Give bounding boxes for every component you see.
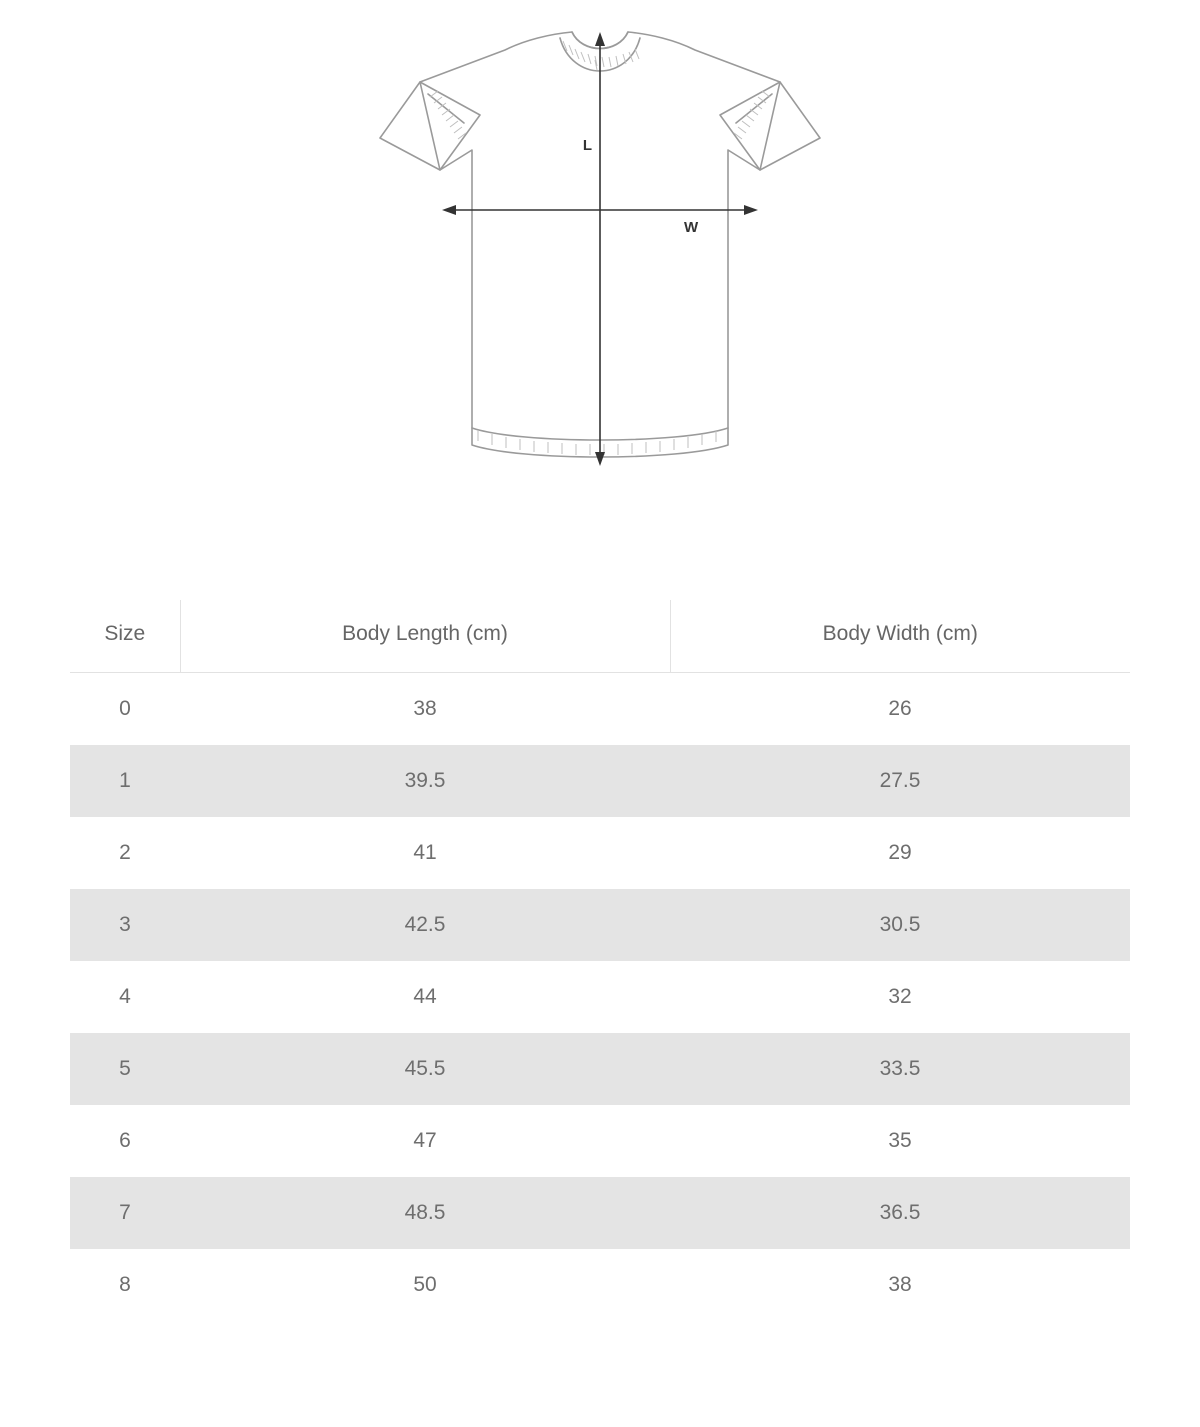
- table-header-row: [70, 600, 1130, 673]
- table-row: [70, 673, 1130, 746]
- length-label: L: [582, 137, 592, 154]
- cell-size: 4: [119, 985, 131, 1008]
- tshirt-diagram-container: [0, 0, 1200, 600]
- table-body: [70, 673, 1130, 1322]
- cell-body-length: 47: [413, 1129, 437, 1152]
- cell-size: 2: [119, 841, 131, 864]
- cell-body-width: 27.5: [670, 745, 1130, 817]
- cell-body-width: 36.5: [670, 1177, 1130, 1249]
- cell-body-width: 32: [888, 985, 912, 1008]
- cell-body-width: 35: [888, 1129, 912, 1152]
- cell-body-length: 38: [413, 697, 437, 720]
- width-label: W: [684, 219, 699, 236]
- table-row: [70, 1033, 1130, 1105]
- table-row: [70, 745, 1130, 817]
- cell-body-length: 42.5: [180, 889, 670, 961]
- table-row: [70, 1249, 1130, 1321]
- cell-body-width: 30.5: [670, 889, 1130, 961]
- cell-body-width: 29: [888, 841, 912, 864]
- table-row: [70, 889, 1130, 961]
- column-header-body-length: Body Length (cm): [180, 600, 670, 673]
- cell-body-width: 33.5: [670, 1033, 1130, 1105]
- cell-size: 6: [119, 1129, 131, 1152]
- cell-body-length: 44: [413, 985, 437, 1008]
- table-row: [70, 817, 1130, 889]
- cell-size: 0: [119, 697, 131, 720]
- table-row: [70, 961, 1130, 1033]
- left-sleeve-hem-inner: [428, 94, 464, 123]
- cell-size: 8: [119, 1273, 131, 1296]
- cell-body-length: 45.5: [180, 1033, 670, 1105]
- cell-size: 5: [70, 1033, 180, 1105]
- table-row: [70, 1177, 1130, 1249]
- table-header: [70, 600, 1130, 673]
- size-table: [70, 600, 1130, 1321]
- length-arrow: [595, 32, 605, 466]
- hem-ribbing: [478, 430, 716, 455]
- tshirt-measurement-diagram: [320, 20, 880, 540]
- cell-size: 7: [70, 1177, 180, 1249]
- cell-body-width: 38: [888, 1273, 912, 1296]
- cell-body-width: 26: [888, 697, 912, 720]
- cell-size: 3: [70, 889, 180, 961]
- cell-body-length: 39.5: [180, 745, 670, 817]
- cell-body-length: 41: [413, 841, 437, 864]
- column-header-size: Size: [70, 600, 180, 673]
- cell-body-length: 50: [413, 1273, 437, 1296]
- cell-body-length: 48.5: [180, 1177, 670, 1249]
- column-header-body-width: Body Width (cm): [670, 600, 1130, 673]
- size-table-container: [0, 600, 1200, 1321]
- right-sleeve-hem-inner: [736, 94, 772, 123]
- table-row: [70, 1105, 1130, 1177]
- cell-size: 1: [70, 745, 180, 817]
